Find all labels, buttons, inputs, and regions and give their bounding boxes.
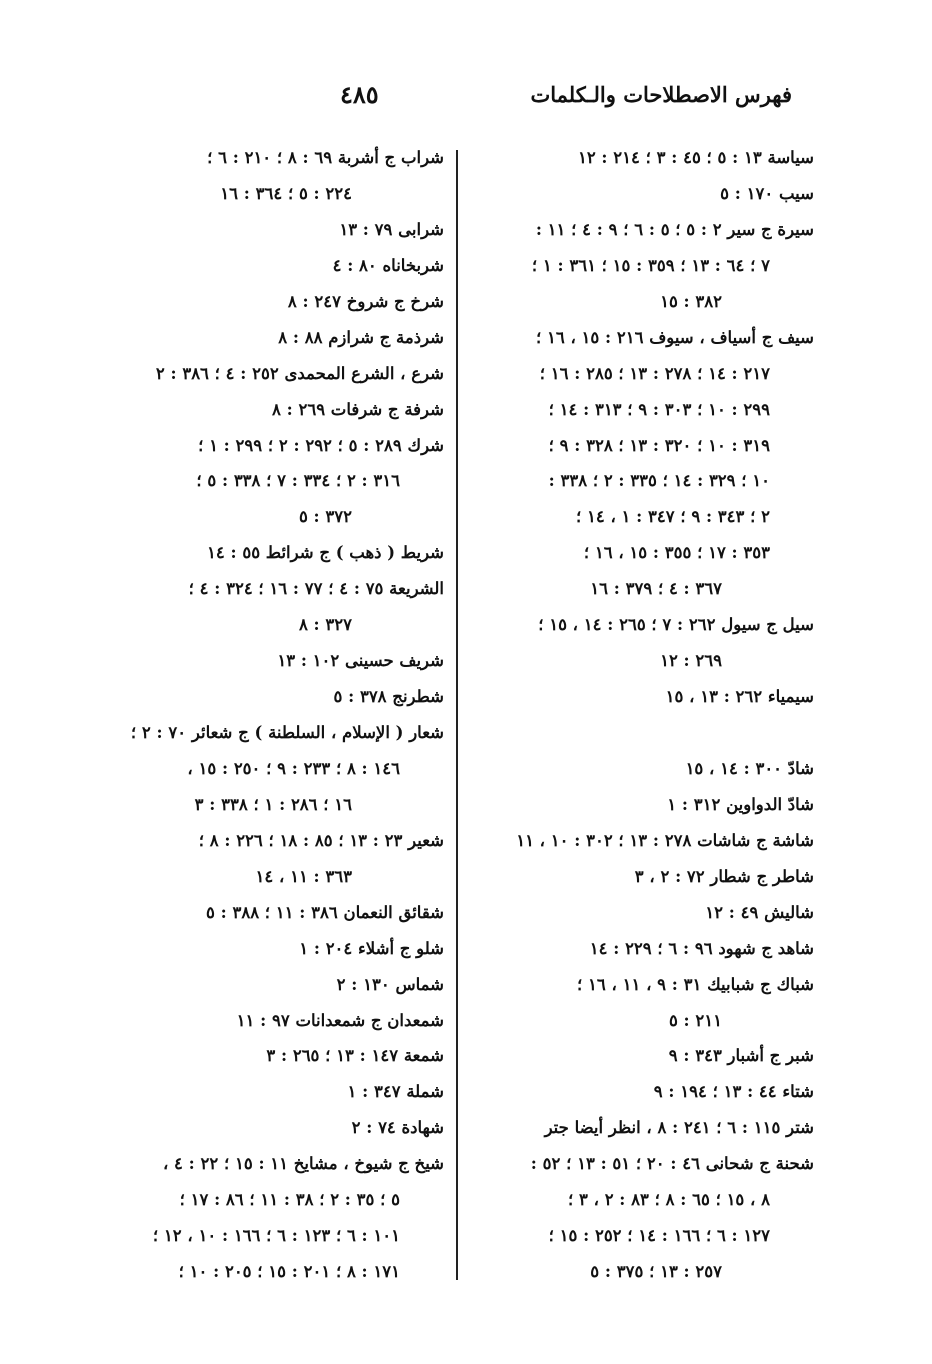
index-entry-continuation: ٣٧٢ : ٥ bbox=[298, 507, 352, 527]
index-entry-continuation: ٢١١ : ٥ bbox=[668, 1010, 722, 1030]
index-entry-continuation: ٣١٦ : ٢ ؛ ٣٣٤ : ٧ ؛ ٣٣٨ : ٥ ؛ bbox=[196, 471, 400, 491]
index-entry-continuation: ٣١٩ : ١٠ ؛ ٣٢٠ : ١٣ ؛ ٣٢٨ : ٩ ؛ bbox=[548, 435, 770, 455]
index-entry-continuation: ٣٢٧ : ٨ bbox=[298, 615, 352, 635]
page-number: ٤٨٥ bbox=[340, 79, 379, 109]
index-entry: شباك ج شبابيك ٣١ : ٩ ، ١١ ، ١٦ ؛ bbox=[577, 974, 814, 994]
index-entry: الشريعة ٧٥ : ٤ ؛ ٧٧ : ١٦ ؛ ٣٢٤ : ٤ ؛ bbox=[188, 579, 444, 599]
index-entry-continuation: ٣٦٣ : ١١ ، ١٤ bbox=[255, 866, 352, 886]
index-entry: شلو ج أشلاء ٢٠٤ : ١ bbox=[299, 938, 444, 958]
index-entry: شاطر ج شطار ٧٢ : ٢ ، ٣ bbox=[634, 866, 814, 886]
index-entry: شاشة ج شاشات ٢٧٨ : ١٣ ؛ ٣٠٢ : ١٠ ، ١١ bbox=[516, 830, 814, 850]
index-entry: شيخ ج شيوخ ، مشايخ ١١ : ١٥ ؛ ٢٢ : ٤ ، bbox=[162, 1154, 444, 1174]
index-entry: شبر ج أشبار ٣٤٣ : ٩ bbox=[668, 1046, 814, 1066]
index-entry: شمعة ١٤٧ : ١٣ ؛ ٢٦٥ : ٣ bbox=[266, 1046, 444, 1066]
index-column-right bbox=[476, 140, 814, 1290]
index-entry: شاليش ٤٩ : ١٢ bbox=[705, 902, 814, 922]
index-entry-continuation: ٢٢٤ : ٥ ؛ ٣٦٤ : ١٦ bbox=[220, 183, 352, 203]
index-entry-continuation: ٢ ؛ ٣٤٣ : ٩ ؛ ٣٤٧ : ١ ، ١٤ ؛ bbox=[575, 507, 770, 527]
index-entry: شرفة ج شرفات ٢٦٩ : ٨ bbox=[272, 399, 444, 419]
index-entry: سيل ج سيول ٢٦٢ : ٧ ؛ ٢٦٥ : ١٤ ، ١٥ ؛ bbox=[538, 615, 814, 635]
index-entry-continuation: ١٧١ : ٨ ؛ ٢٠١ : ١٥ ؛ ٢٠٥ : ١٠ ؛ bbox=[178, 1262, 400, 1282]
index-entry-continuation: ٧ ؛ ٦٤ : ١٣ ؛ ٣٥٩ : ١٥ ؛ ٣٦١ : ١ ؛ bbox=[531, 255, 770, 275]
index-entry: سيرة ج سير ٢ : ٥ ؛ ٥ : ٦ ؛ ٩ : ٤ ؛ ١١ : bbox=[535, 219, 814, 239]
index-entry-continuation: ١٦ ؛ ٢٨٦ : ١ ؛ ٣٣٨ : ٣ bbox=[194, 794, 352, 814]
index-entry-continuation: ٢١٧ : ١٤ ؛ ٢٧٨ : ١٣ ؛ ٢٨٥ : ١٦ ؛ bbox=[539, 363, 770, 383]
index-entry: شرخ ج شروخ ٢٤٧ : ٨ bbox=[287, 291, 444, 311]
index-entry: سيب ١٧٠ : ٥ bbox=[720, 183, 814, 203]
index-entry: شادّ الدواوين ٣١٢ : ١ bbox=[667, 794, 814, 814]
index-entry-continuation: ٨ ، ١٥ ؛ ٦٥ : ٨ ؛ ٨٣ : ٢ ، ٣ ؛ bbox=[567, 1190, 770, 1210]
index-entry-continuation: ٢٩٩ : ١٠ ؛ ٣٠٣ : ٩ ؛ ٣١٣ : ١٤ ؛ bbox=[548, 399, 770, 419]
index-entry: شرك ٢٨٩ : ٥ ؛ ٢٩٢ : ٢ ؛ ٢٩٩ : ١ ؛ bbox=[198, 435, 444, 455]
index-entry: شملة ٣٤٧ : ١ bbox=[347, 1082, 444, 1102]
index-entry: شربخاناه ٨٠ : ٤ bbox=[332, 255, 444, 275]
page-header bbox=[340, 74, 792, 114]
index-entry: شعير ٢٣ : ١٣ ؛ ٨٥ : ١٨ ؛ ٢٢٦ : ٨ ؛ bbox=[198, 830, 444, 850]
index-entry: شحنة ج شحانى ٤٦ : ٢٠ ؛ ٥١ : ١٣ ؛ ٥٢ : bbox=[530, 1154, 814, 1174]
index-entry: شاهد ج شهود ٩٦ : ٦ ؛ ٢٢٩ : ١٤ bbox=[589, 938, 814, 958]
index-entry: شمعدان ج شمعدانات ٩٧ : ١١ bbox=[236, 1010, 444, 1030]
index-entry-continuation: ٥ ؛ ٣٥ : ٢ ؛ ٣٨ : ١١ ؛ ٨٦ : ١٧ ؛ bbox=[179, 1190, 400, 1210]
index-entry: سيمياء ٢٦٢ : ١٣ ، ١٥ bbox=[665, 687, 814, 707]
section-gap bbox=[476, 715, 814, 751]
index-entry: شراب ج أشربة ٦٩ : ٨ ؛ ٢١٠ : ٦ ؛ bbox=[207, 148, 444, 167]
index-entry: شقائق النعمان ٣٨٦ : ١١ ؛ ٣٨٨ : ٥ bbox=[206, 902, 444, 922]
index-entry-continuation: ١٢٧ : ٦ ؛ ١٦٦ : ١٤ ؛ ٢٥٢ : ١٥ ؛ bbox=[548, 1226, 770, 1246]
index-entry: شريف حسينى ١٠٢ : ١٣ bbox=[277, 651, 444, 671]
index-entry: شرذمة ج شرازم ٨٨ : ٨ bbox=[278, 327, 444, 347]
index-entry: شهادة ٧٤ : ٢ bbox=[351, 1118, 444, 1138]
page-title: فهرس الاصطلاحات والـكلمات bbox=[530, 81, 792, 107]
index-entry-continuation: ١٤٦ : ٨ ؛ ٢٣٣ : ٩ ؛ ٢٥٠ : ١٥ ، bbox=[187, 758, 400, 778]
index-entry: شتاء ٤٤ : ١٣ ؛ ١٩٤ : ٩ bbox=[653, 1082, 814, 1102]
index-entry-continuation: ٢٥٧ : ١٣ ؛ ٣٧٥ : ٥ bbox=[590, 1262, 722, 1282]
index-entry: شعار ( الإسلام ، السلطنة ) ج شعائر ٧٠ : ٢ ؛ bbox=[130, 723, 444, 742]
index-entry-continuation: ٣٥٣ : ١٧ ؛ ٣٥٥ : ١٥ ، ١٦ ؛ bbox=[583, 543, 770, 563]
index-entry: شرع ، الشرع المحمدى ٢٥٢ : ٤ ؛ ٣٨٦ : ٢ bbox=[155, 363, 444, 383]
index-entry: شادّ ٣٠٠ : ١٤ ، ١٥ bbox=[685, 758, 814, 778]
index-entry-continuation: ١٠١ : ٦ ؛ ١٢٣ : ٦ ؛ ١٦٦ : ١٠ ، ١٢ ؛ bbox=[152, 1226, 400, 1246]
index-entry-continuation: ١٠ ؛ ٣٢٩ : ١٤ ؛ ٣٣٥ : ٢ ؛ ٣٣٨ : bbox=[548, 471, 770, 491]
index-entry: شماس ١٣٠ : ٢ bbox=[336, 974, 444, 994]
index-entry: شريط ( ذهب ) ج شرائط ٥٥ : ١٤ bbox=[207, 543, 444, 563]
index-entry: شتر ١١٥ : ٦ ؛ ٢٤١ : ٨ ، انظر أيضا جتر bbox=[544, 1118, 814, 1138]
index-entry: شطرنج ٣٧٨ : ٥ bbox=[333, 687, 444, 707]
index-column-left bbox=[86, 140, 444, 1290]
column-divider bbox=[456, 150, 458, 1280]
index-entry: سياسة ١٣ : ٥ ؛ ٤٥ : ٣ ؛ ٢١٤ : ١٢ bbox=[577, 148, 814, 167]
index-entry: سيف ج أسياف ، سيوف ٢١٦ : ١٥ ، ١٦ ؛ bbox=[535, 327, 814, 347]
index-entry-continuation: ٣٦٧ : ٤ ؛ ٣٧٩ : ١٦ bbox=[590, 579, 722, 599]
index-entry-continuation: ٢٦٩ : ١٢ bbox=[660, 651, 722, 671]
index-entry: شرابى ٧٩ : ١٣ bbox=[339, 219, 444, 239]
index-entry-continuation: ٣٨٢ : ١٥ bbox=[660, 291, 722, 311]
